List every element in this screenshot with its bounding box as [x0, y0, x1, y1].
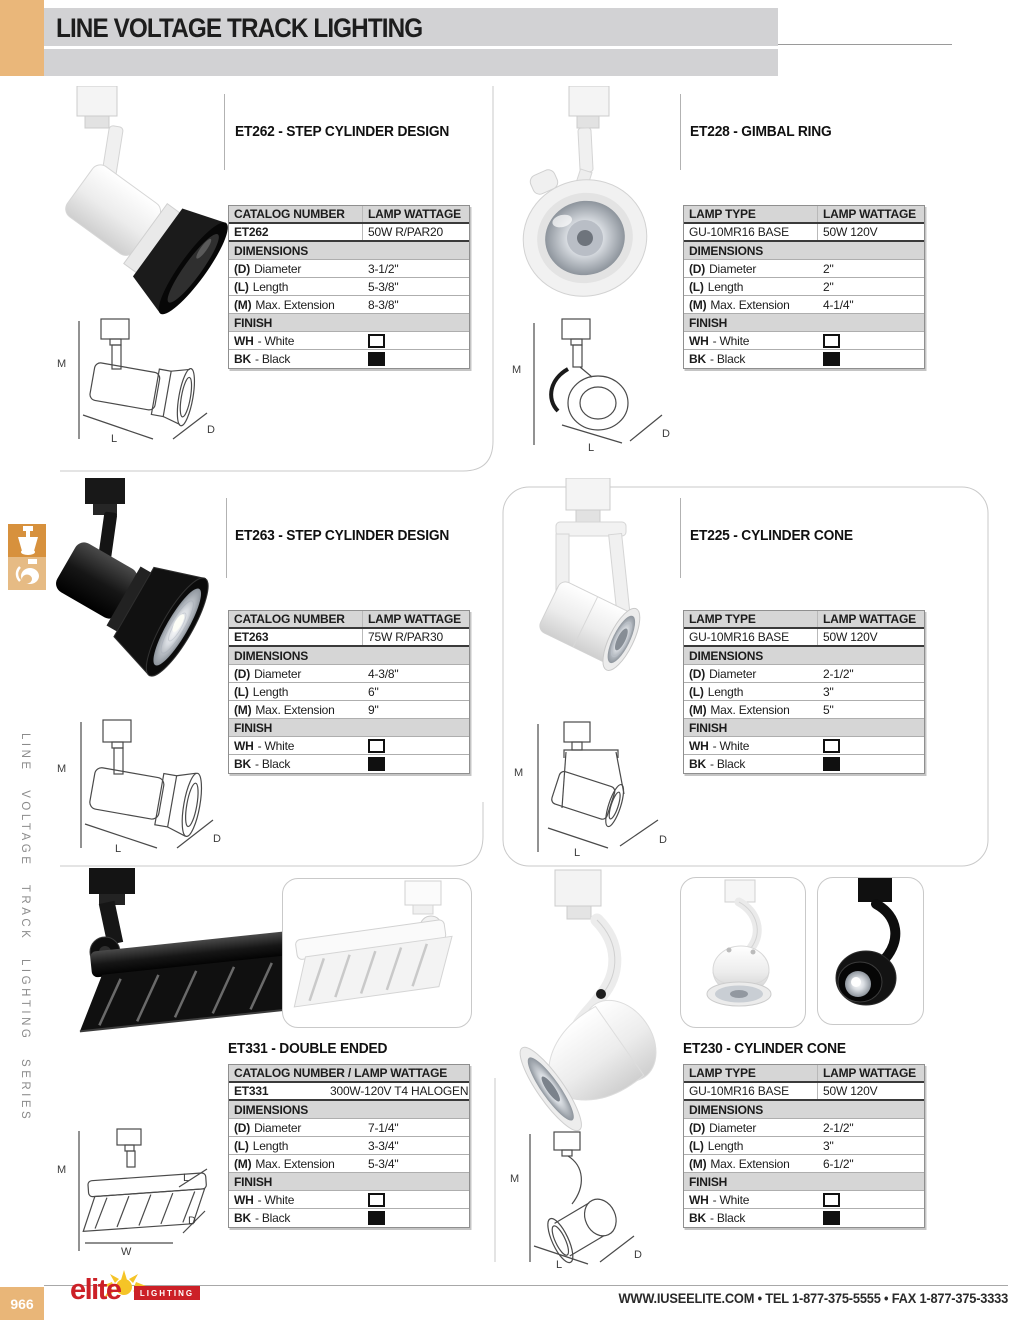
brand-wordmark: elite [70, 1274, 121, 1306]
lamp-wattage: 75W R/PAR30 [368, 630, 443, 644]
product-title-et331: ET331 - DOUBLE ENDED [228, 1041, 388, 1057]
white-swatch [368, 1193, 385, 1207]
finish-name: - Black [254, 1211, 291, 1225]
dimension-diagram-et225 [512, 716, 682, 861]
col2-header: LAMP WATTAGE [368, 612, 461, 626]
finish-code: WH [234, 1192, 254, 1207]
dimension-diagram-et263 [55, 716, 230, 856]
dim-value: 2-1/2" [823, 1120, 854, 1135]
dim-value: 7-1/4" [368, 1120, 399, 1135]
finish-code: BK [234, 757, 251, 771]
lamp-row [684, 224, 924, 242]
dimensions-header: DIMENSIONS [684, 647, 924, 665]
product-photo-et262 [55, 86, 235, 321]
lamp-row [684, 1083, 924, 1101]
dim-label-m: M [57, 763, 67, 775]
product-photo-et230-white-box [680, 877, 806, 1028]
dim-prefix: (M) [234, 1156, 252, 1171]
product-title-et225: ET225 - CYLINDER CONE [690, 528, 853, 544]
table-header-row [229, 1065, 469, 1083]
spec-table-et262 [228, 205, 470, 369]
lamp-type: GU-10MR16 BASE [684, 629, 818, 645]
lamp-type: GU-10MR16 BASE [684, 1083, 818, 1099]
dimension-diagram-et228 [510, 315, 680, 455]
product-photo-et263 [55, 478, 230, 683]
dim-prefix: (D) [689, 261, 706, 276]
finish-code: BK [234, 1211, 251, 1225]
dim-row [229, 683, 469, 701]
dim-value: 2-1/2" [823, 666, 854, 681]
dim-label-d: D [634, 1249, 642, 1261]
table-header-row [229, 611, 469, 629]
title-divider [680, 94, 681, 170]
spec-table-et225 [683, 610, 925, 774]
finish-name: - Black [709, 1211, 746, 1225]
finish-name: - Black [709, 352, 746, 366]
dim-label: Max. Extension [710, 297, 790, 312]
finish-code: WH [689, 1192, 709, 1207]
dim-prefix: (D) [689, 1120, 706, 1135]
finish-name: - Black [254, 757, 291, 771]
dim-prefix: (D) [234, 666, 251, 681]
dim-label-m: M [57, 358, 67, 370]
product-photo-et230-large [505, 868, 695, 1138]
dim-prefix: (M) [689, 297, 707, 312]
dimensions-header: DIMENSIONS [684, 242, 924, 260]
elite-lighting-logo [70, 1272, 250, 1316]
dim-row [229, 1137, 469, 1155]
dim-row [684, 1119, 924, 1137]
footer-contact: WWW.IUSEELITE.COM • TEL 1-877-375-5555 • FAX 1-877-375-3333 [618, 1291, 1008, 1306]
dim-label-m: M [512, 364, 522, 376]
lamp-row [684, 629, 924, 647]
dimensions-header: DIMENSIONS [229, 647, 469, 665]
catalog-number: ET263 [229, 629, 363, 645]
catalog-row [229, 224, 469, 242]
dim-label-d: D [188, 1215, 196, 1227]
lamp-wattage: 50W R/PAR20 [368, 225, 443, 239]
dim-label: Max. Extension [255, 702, 335, 717]
finish-name: - White [712, 1192, 750, 1207]
col2-header: LAMP WATTAGE [368, 207, 461, 221]
dim-label: Length [252, 1138, 289, 1153]
finish-header: FINISH [684, 719, 924, 737]
merged-header: CATALOG NUMBER / LAMP WATTAGE [234, 1066, 448, 1080]
dim-label: Max. Extension [710, 1156, 790, 1171]
dim-label: Max. Extension [710, 702, 790, 717]
finish-row-black [229, 350, 469, 368]
finish-code: WH [689, 333, 709, 348]
dim-value: 9" [368, 702, 379, 717]
dim-label: Length [252, 279, 289, 294]
page-number: 966 [0, 1287, 44, 1320]
black-swatch [823, 1211, 840, 1225]
dim-value: 3-1/2" [368, 261, 399, 276]
dim-row [684, 278, 924, 296]
finish-row-white [229, 1191, 469, 1209]
black-swatch [368, 757, 385, 771]
col1-header: CATALOG NUMBER [229, 611, 363, 627]
finish-code: BK [234, 352, 251, 366]
dim-row [229, 278, 469, 296]
table-header-row [684, 206, 924, 224]
dim-row [684, 1155, 924, 1173]
dimensions-header: DIMENSIONS [684, 1101, 924, 1119]
catalog-number: ET331 [234, 1084, 269, 1098]
dim-prefix: (L) [234, 279, 249, 294]
dimensions-header: DIMENSIONS [229, 242, 469, 260]
spec-table-et331 [228, 1064, 470, 1228]
dim-value: 6-1/2" [823, 1156, 854, 1171]
dim-label-m: M [514, 767, 524, 779]
finish-row-black [684, 1209, 924, 1227]
brand-lighting-box: LIGHTING [134, 1286, 200, 1300]
dim-value: 5" [823, 702, 834, 717]
finish-name: - White [257, 738, 295, 753]
finish-code: BK [689, 757, 706, 771]
catalog-number: ET262 [229, 224, 363, 240]
table-header-row [229, 206, 469, 224]
col2-header: LAMP WATTAGE [823, 1066, 916, 1080]
dim-label-m: M [510, 1173, 520, 1185]
white-swatch [823, 739, 840, 753]
product-title-et263: ET263 - STEP CYLINDER DESIGN [235, 528, 450, 544]
col1-header: LAMP TYPE [684, 206, 818, 222]
black-swatch [368, 1211, 385, 1225]
finish-header: FINISH [229, 314, 469, 332]
dim-prefix: (M) [689, 702, 707, 717]
finish-header: FINISH [229, 719, 469, 737]
dimension-diagram-et230 [508, 1130, 668, 1270]
dim-label-w: W [121, 1246, 132, 1258]
finish-name: - White [257, 1192, 295, 1207]
finish-code: WH [234, 738, 254, 753]
dim-label: Diameter [254, 261, 302, 276]
dim-label: Length [252, 684, 289, 699]
dim-value: 6" [368, 684, 379, 699]
dim-label-l: L [115, 843, 122, 855]
dim-label: Diameter [254, 666, 302, 681]
dim-value: 3" [823, 1138, 834, 1153]
finish-row-white [684, 1191, 924, 1209]
dim-value: 4-3/8" [368, 666, 399, 681]
product-title-et228: ET228 - GIMBAL RING [690, 124, 832, 140]
dim-value: 5-3/4" [368, 1156, 399, 1171]
dim-label-d: D [659, 834, 667, 846]
dim-prefix: (D) [234, 261, 251, 276]
col2-header: LAMP WATTAGE [823, 207, 916, 221]
table-header-row [684, 1065, 924, 1083]
white-swatch [823, 1193, 840, 1207]
finish-row-white [684, 332, 924, 350]
lamp-wattage: 50W 120V [823, 225, 878, 239]
dim-label-l: L [556, 1259, 563, 1270]
dim-label-d: D [213, 833, 221, 845]
spec-table-et263 [228, 610, 470, 774]
dim-row [684, 1137, 924, 1155]
finish-row-white [229, 332, 469, 350]
lamp-wattage: 300W-120V T4 HALOGEN [330, 1084, 469, 1098]
dim-label: Diameter [709, 261, 757, 276]
finish-code: WH [234, 333, 254, 348]
finish-name: - Black [709, 757, 746, 771]
finish-code: BK [689, 1211, 706, 1225]
dim-label: Length [707, 1138, 744, 1153]
dim-label-l: L [588, 442, 595, 454]
dim-label-m: M [57, 1164, 67, 1176]
dim-value: 3" [823, 684, 834, 699]
finish-code: WH [689, 738, 709, 753]
col1-header: LAMP TYPE [684, 611, 818, 627]
finish-row-black [229, 1209, 469, 1227]
dim-prefix: (M) [234, 702, 252, 717]
dim-label-l: L [111, 433, 118, 445]
finish-name: - White [712, 738, 750, 753]
dim-label: Diameter [254, 1120, 302, 1135]
dim-value: 2" [823, 279, 834, 294]
lamp-wattage: 50W 120V [823, 630, 878, 644]
finish-row-black [684, 755, 924, 773]
dim-label: Diameter [709, 1120, 757, 1135]
finish-header: FINISH [684, 314, 924, 332]
white-swatch [823, 334, 840, 348]
catalog-row [229, 1083, 469, 1101]
dim-label: Diameter [709, 666, 757, 681]
finish-header: FINISH [229, 1173, 469, 1191]
black-swatch [368, 352, 385, 366]
dim-value: 8-3/8" [368, 297, 399, 312]
dim-row [229, 296, 469, 314]
finish-row-black [229, 755, 469, 773]
catalog-row [229, 629, 469, 647]
dim-value: 4-1/4" [823, 297, 854, 312]
finish-name: - Black [254, 352, 291, 366]
dim-prefix: (D) [234, 1120, 251, 1135]
col1-header: LAMP TYPE [684, 1065, 818, 1081]
finish-row-white [684, 737, 924, 755]
dim-prefix: (L) [234, 684, 249, 699]
dim-row [684, 260, 924, 278]
product-title-et262: ET262 - STEP CYLINDER DESIGN [235, 124, 450, 140]
sidebar-series-label: LINE VOLTAGE TRACK LIGHTING SERIES [19, 733, 31, 1123]
dimension-diagram-et262 [55, 315, 225, 445]
dim-prefix: (M) [689, 1156, 707, 1171]
dim-row [229, 260, 469, 278]
dim-value: 3-3/4" [368, 1138, 399, 1153]
dim-value: 2" [823, 261, 834, 276]
white-swatch [368, 334, 385, 348]
dim-label: Max. Extension [255, 297, 335, 312]
dim-prefix: (L) [234, 1138, 249, 1153]
spec-table-et230 [683, 1064, 925, 1228]
black-swatch [823, 352, 840, 366]
dim-row [684, 296, 924, 314]
product-title-et230: ET230 - CYLINDER CONE [683, 1041, 846, 1057]
lamp-wattage: 50W 120V [823, 1084, 878, 1098]
dim-row [684, 701, 924, 719]
spec-table-et228 [683, 205, 925, 369]
finish-name: - White [257, 333, 295, 348]
product-photo-et228 [505, 86, 680, 321]
dim-row [684, 683, 924, 701]
page-title: LINE VOLTAGE TRACK LIGHTING [56, 13, 423, 43]
dim-label: Max. Extension [255, 1156, 335, 1171]
finish-code: BK [689, 352, 706, 366]
finish-name: - White [712, 333, 750, 348]
dim-row [229, 1155, 469, 1173]
dim-prefix: (L) [689, 279, 704, 294]
dim-prefix: (L) [689, 684, 704, 699]
white-swatch [368, 739, 385, 753]
dimensions-header: DIMENSIONS [229, 1101, 469, 1119]
table-header-row [684, 611, 924, 629]
col2-header: LAMP WATTAGE [823, 612, 916, 626]
dim-label: Length [707, 279, 744, 294]
dim-label-l: L [574, 847, 581, 859]
product-photo-et331-white-box [282, 878, 472, 1028]
finish-row-black [684, 350, 924, 368]
dim-row [229, 701, 469, 719]
dim-row [684, 665, 924, 683]
product-photo-et225 [510, 478, 685, 723]
dim-label-l: L [183, 1172, 190, 1184]
product-photo-et230-black-box [817, 877, 924, 1025]
dim-row [229, 665, 469, 683]
black-swatch [823, 757, 840, 771]
col1-header: CATALOG NUMBER [229, 206, 363, 222]
lamp-type: GU-10MR16 BASE [684, 224, 818, 240]
dim-value: 5-3/8" [368, 279, 399, 294]
dimension-diagram-et331 [55, 1125, 230, 1260]
dim-label-d: D [207, 424, 215, 436]
dim-row [229, 1119, 469, 1137]
dim-prefix: (L) [689, 1138, 704, 1153]
dim-label-d: D [662, 428, 670, 440]
finish-header: FINISH [684, 1173, 924, 1191]
dim-label: Length [707, 684, 744, 699]
dim-prefix: (M) [234, 297, 252, 312]
finish-row-white [229, 737, 469, 755]
dim-prefix: (D) [689, 666, 706, 681]
